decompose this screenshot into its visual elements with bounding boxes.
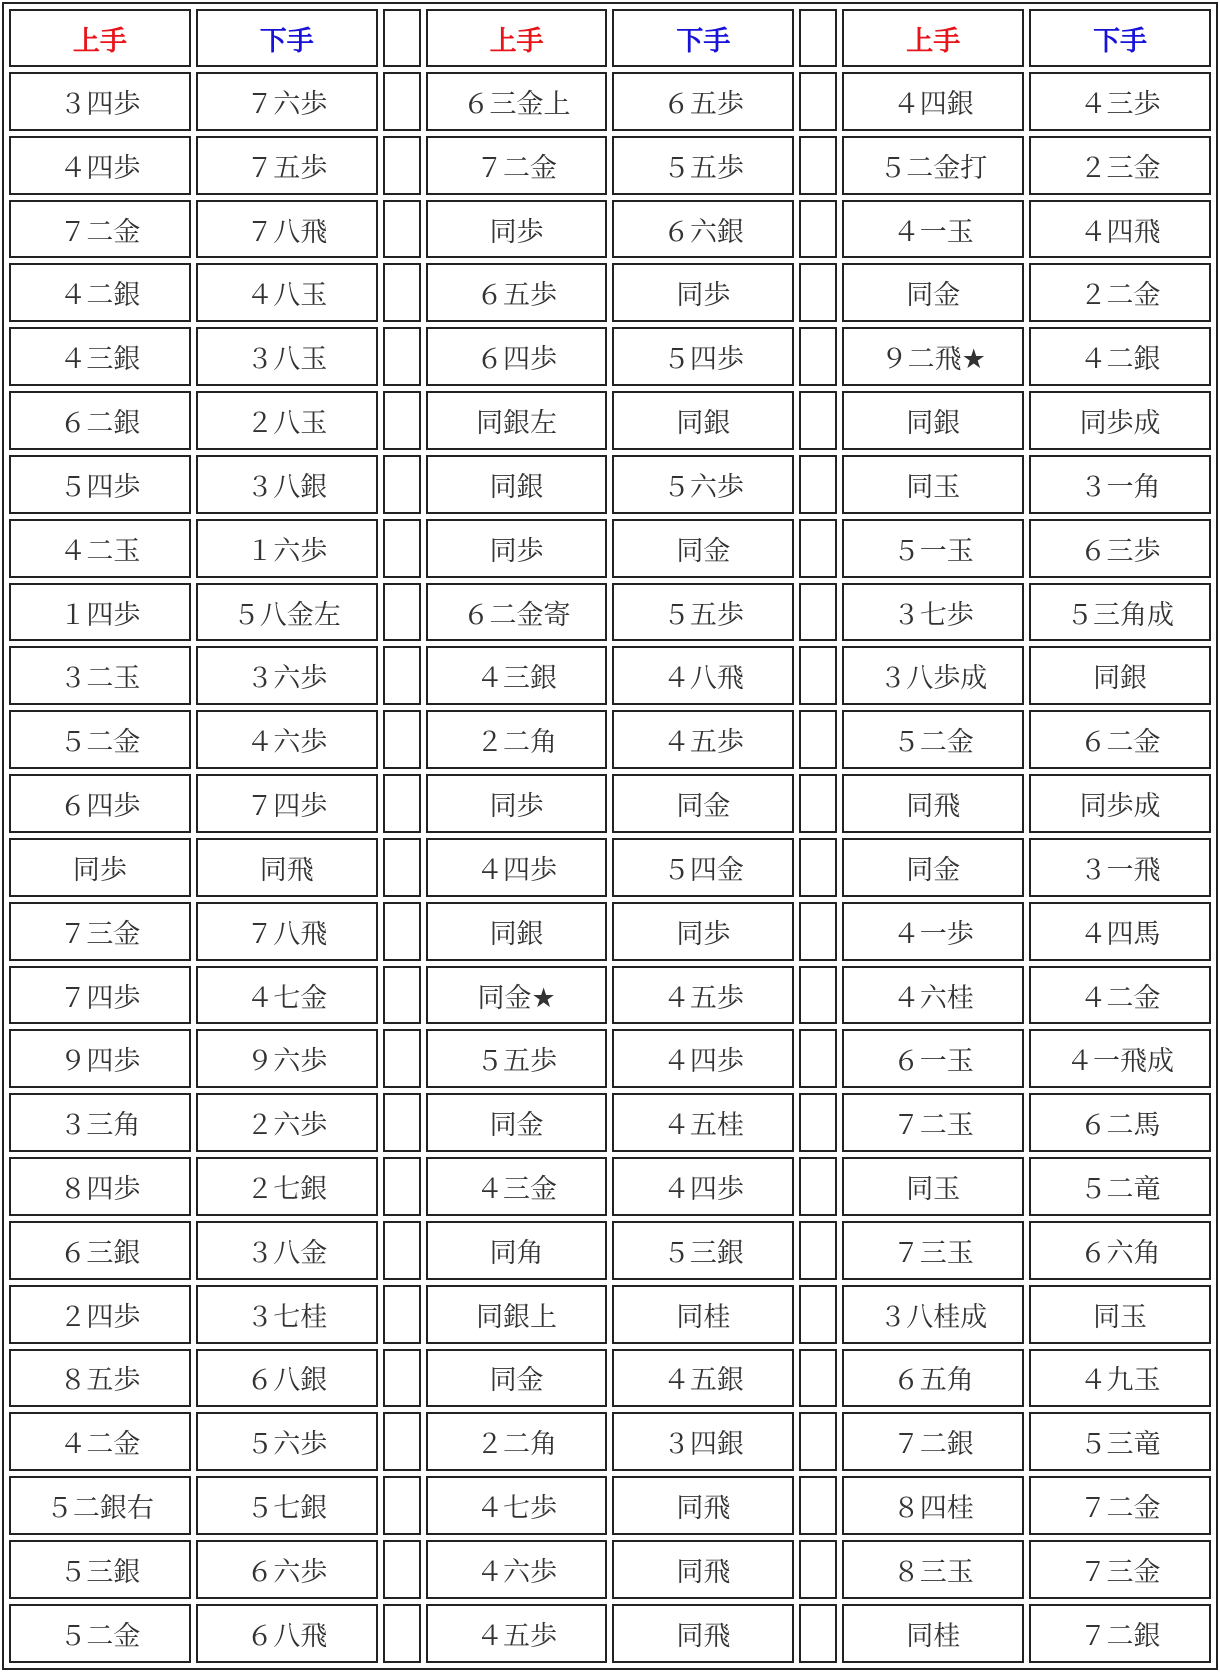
separator-cell <box>799 263 837 322</box>
uwate-move-cell: ３七歩 <box>842 583 1024 642</box>
uwate-move-cell: ３八桂成 <box>842 1285 1024 1344</box>
uwate-move-cell: ２四歩 <box>9 1285 191 1344</box>
uwate-move-cell: ５三銀 <box>9 1540 191 1599</box>
uwate-move-cell: ５四歩 <box>9 455 191 514</box>
shitate-move-cell: ５五歩 <box>612 583 794 642</box>
separator-cell <box>383 263 421 322</box>
table-row <box>9 966 1211 1025</box>
shitate-move-cell: 同飛 <box>612 1540 794 1599</box>
separator-cell <box>383 583 421 642</box>
table-row <box>9 583 1211 642</box>
uwate-move-cell: 同歩 <box>426 519 608 578</box>
separator-cell <box>799 1157 837 1216</box>
shitate-move-cell: ４五銀 <box>612 1349 794 1408</box>
uwate-move-cell: ４四銀 <box>842 72 1024 131</box>
uwate-move-cell: ６四歩 <box>9 774 191 833</box>
shitate-move-cell: ３七桂 <box>196 1285 378 1344</box>
uwate-move-cell: 同銀 <box>842 391 1024 450</box>
shitate-move-cell: ４八飛 <box>612 646 794 705</box>
uwate-move-cell: ４五歩 <box>426 1604 608 1663</box>
shitate-move-cell: ６八銀 <box>196 1349 378 1408</box>
uwate-move-cell: １四歩 <box>9 583 191 642</box>
uwate-move-cell: ９二飛★ <box>842 327 1024 386</box>
separator-cell <box>799 1349 837 1408</box>
shitate-move-cell: ４七金 <box>196 966 378 1025</box>
uwate-move-cell: 同銀 <box>426 455 608 514</box>
shitate-move-cell: ７五歩 <box>196 136 378 195</box>
table-row <box>9 646 1211 705</box>
uwate-move-cell: ６五角 <box>842 1349 1024 1408</box>
shitate-move-cell: 同桂 <box>612 1285 794 1344</box>
separator-cell <box>799 455 837 514</box>
shitate-move-cell: ７八飛 <box>196 200 378 259</box>
separator-cell <box>383 646 421 705</box>
uwate-move-cell: ４六歩 <box>426 1540 608 1599</box>
shitate-move-cell: 同歩 <box>612 263 794 322</box>
shitate-move-cell: ５四歩 <box>612 327 794 386</box>
shitate-move-cell: ２三金 <box>1029 136 1211 195</box>
table-row <box>9 1093 1211 1152</box>
shitate-move-cell: ６八飛 <box>196 1604 378 1663</box>
table-row <box>9 1221 1211 1280</box>
uwate-move-cell: ９四歩 <box>9 1029 191 1088</box>
uwate-move-cell: ４二銀 <box>9 263 191 322</box>
kifu-table <box>2 2 1218 1670</box>
uwate-move-cell: 同桂 <box>842 1604 1024 1663</box>
uwate-move-cell: ７二金 <box>9 200 191 259</box>
uwate-move-cell: ６二銀 <box>9 391 191 450</box>
shitate-move-cell: ７四歩 <box>196 774 378 833</box>
shitate-move-cell: ５六歩 <box>196 1412 378 1471</box>
shitate-move-cell: ３一飛 <box>1029 838 1211 897</box>
uwate-move-cell: ８五歩 <box>9 1349 191 1408</box>
uwate-move-cell: 同玉 <box>842 1157 1024 1216</box>
table-row <box>9 200 1211 259</box>
header-separator-2 <box>799 9 837 67</box>
table-row <box>9 902 1211 961</box>
uwate-move-cell: ４二金 <box>9 1412 191 1471</box>
shitate-move-cell: ５七銀 <box>196 1476 378 1535</box>
separator-cell <box>799 327 837 386</box>
separator-cell <box>383 200 421 259</box>
separator-cell <box>799 902 837 961</box>
uwate-move-cell: 同銀 <box>426 902 608 961</box>
shitate-move-cell: ６三歩 <box>1029 519 1211 578</box>
shitate-move-cell: 同金 <box>612 774 794 833</box>
shitate-move-cell: ６六歩 <box>196 1540 378 1599</box>
uwate-move-cell: ３四歩 <box>9 72 191 131</box>
uwate-move-cell: 同金★ <box>426 966 608 1025</box>
separator-cell <box>799 1029 837 1088</box>
table-row <box>9 1285 1211 1344</box>
shitate-move-cell: ２八玉 <box>196 391 378 450</box>
uwate-move-cell: ５二金 <box>842 710 1024 769</box>
shitate-move-cell: 同歩 <box>612 902 794 961</box>
separator-cell <box>383 72 421 131</box>
separator-cell <box>799 72 837 131</box>
shitate-move-cell: ６六角 <box>1029 1221 1211 1280</box>
header-shitate-3: 下手 <box>1029 9 1211 67</box>
separator-cell <box>383 774 421 833</box>
uwate-move-cell: ６五歩 <box>426 263 608 322</box>
shitate-move-cell: 同歩成 <box>1029 391 1211 450</box>
uwate-move-cell: ４三銀 <box>426 646 608 705</box>
table-row <box>9 1604 1211 1663</box>
uwate-move-cell: 同金 <box>426 1349 608 1408</box>
uwate-move-cell: ４一歩 <box>842 902 1024 961</box>
uwate-move-cell: 同金 <box>842 838 1024 897</box>
uwate-move-cell: ４二玉 <box>9 519 191 578</box>
uwate-move-cell: ７二玉 <box>842 1093 1024 1152</box>
separator-cell <box>383 327 421 386</box>
table-row <box>9 136 1211 195</box>
separator-cell <box>799 583 837 642</box>
uwate-move-cell: ２二角 <box>426 710 608 769</box>
uwate-move-cell: ４三銀 <box>9 327 191 386</box>
shitate-move-cell: 同銀 <box>1029 646 1211 705</box>
header-uwate-2: 上手 <box>426 9 608 67</box>
shitate-move-cell: ４三歩 <box>1029 72 1211 131</box>
shitate-move-cell: ４五歩 <box>612 966 794 1025</box>
shitate-move-cell: ９六歩 <box>196 1029 378 1088</box>
separator-cell <box>383 1349 421 1408</box>
separator-cell <box>383 966 421 1025</box>
uwate-move-cell: ６二金寄 <box>426 583 608 642</box>
shitate-move-cell: ５三竜 <box>1029 1412 1211 1471</box>
separator-cell <box>383 1029 421 1088</box>
shitate-move-cell: 同飛 <box>612 1476 794 1535</box>
separator-cell <box>799 391 837 450</box>
shitate-move-cell: 同飛 <box>196 838 378 897</box>
shitate-move-cell: ５四金 <box>612 838 794 897</box>
separator-cell <box>799 966 837 1025</box>
uwate-move-cell: 同銀上 <box>426 1285 608 1344</box>
shitate-move-cell: ７八飛 <box>196 902 378 961</box>
header-shitate-2: 下手 <box>612 9 794 67</box>
shitate-move-cell: 同玉 <box>1029 1285 1211 1344</box>
table-row <box>9 263 1211 322</box>
uwate-move-cell: 同歩 <box>426 200 608 259</box>
table-row <box>9 1029 1211 1088</box>
uwate-move-cell: ６三金上 <box>426 72 608 131</box>
header-uwate-1: 上手 <box>9 9 191 67</box>
separator-cell <box>799 519 837 578</box>
uwate-move-cell: ７四歩 <box>9 966 191 1025</box>
uwate-move-cell: ５一玉 <box>842 519 1024 578</box>
uwate-move-cell: ４七歩 <box>426 1476 608 1535</box>
table-row <box>9 1540 1211 1599</box>
shitate-move-cell: ２六歩 <box>196 1093 378 1152</box>
uwate-move-cell: ６一玉 <box>842 1029 1024 1088</box>
separator-cell <box>383 1604 421 1663</box>
table-row <box>9 710 1211 769</box>
separator-cell <box>799 200 837 259</box>
shitate-move-cell: ４六歩 <box>196 710 378 769</box>
separator-cell <box>383 519 421 578</box>
separator-cell <box>383 1412 421 1471</box>
separator-cell <box>383 136 421 195</box>
shitate-move-cell: ５八金左 <box>196 583 378 642</box>
shitate-move-cell: ４二銀 <box>1029 327 1211 386</box>
separator-cell <box>799 136 837 195</box>
uwate-move-cell: ３三角 <box>9 1093 191 1152</box>
separator-cell <box>799 1604 837 1663</box>
shitate-move-cell: 同銀 <box>612 391 794 450</box>
separator-cell <box>799 774 837 833</box>
uwate-move-cell: 同玉 <box>842 455 1024 514</box>
header-row <box>9 9 1211 67</box>
shitate-move-cell: ２七銀 <box>196 1157 378 1216</box>
separator-cell <box>383 1221 421 1280</box>
separator-cell <box>799 1412 837 1471</box>
uwate-move-cell: ７三金 <box>9 902 191 961</box>
shitate-move-cell: ７六歩 <box>196 72 378 131</box>
shitate-move-cell: ５三角成 <box>1029 583 1211 642</box>
uwate-move-cell: ６三銀 <box>9 1221 191 1280</box>
separator-cell <box>383 455 421 514</box>
separator-cell <box>799 1285 837 1344</box>
shitate-move-cell: ４一飛成 <box>1029 1029 1211 1088</box>
shitate-move-cell: ４五歩 <box>612 710 794 769</box>
separator-cell <box>799 1540 837 1599</box>
shitate-move-cell: ６五歩 <box>612 72 794 131</box>
separator-cell <box>383 902 421 961</box>
shitate-move-cell: ４四飛 <box>1029 200 1211 259</box>
shitate-move-cell: ４五桂 <box>612 1093 794 1152</box>
shitate-move-cell: ４九玉 <box>1029 1349 1211 1408</box>
uwate-move-cell: ３二玉 <box>9 646 191 705</box>
uwate-move-cell: ３八歩成 <box>842 646 1024 705</box>
table-row <box>9 391 1211 450</box>
separator-cell <box>383 1285 421 1344</box>
shitate-move-cell: ７二銀 <box>1029 1604 1211 1663</box>
separator-cell <box>799 1221 837 1280</box>
uwate-move-cell: ４一玉 <box>842 200 1024 259</box>
shitate-move-cell: ５六歩 <box>612 455 794 514</box>
shitate-move-cell: ４八玉 <box>196 263 378 322</box>
uwate-move-cell: ７二銀 <box>842 1412 1024 1471</box>
separator-cell <box>799 710 837 769</box>
table-row <box>9 774 1211 833</box>
uwate-move-cell: 同角 <box>426 1221 608 1280</box>
header-shitate-1: 下手 <box>196 9 378 67</box>
separator-cell <box>383 1540 421 1599</box>
uwate-move-cell: ７二金 <box>426 136 608 195</box>
uwate-move-cell: ５二金打 <box>842 136 1024 195</box>
header-separator-1 <box>383 9 421 67</box>
table-row <box>9 72 1211 131</box>
uwate-move-cell: 同金 <box>842 263 1024 322</box>
separator-cell <box>383 1157 421 1216</box>
uwate-move-cell: ４四歩 <box>9 136 191 195</box>
uwate-move-cell: ４四歩 <box>426 838 608 897</box>
shitate-move-cell: ７三金 <box>1029 1540 1211 1599</box>
uwate-move-cell: ６四歩 <box>426 327 608 386</box>
table-row <box>9 1412 1211 1471</box>
table-row <box>9 327 1211 386</box>
shitate-move-cell: ６二馬 <box>1029 1093 1211 1152</box>
shitate-move-cell: ３一角 <box>1029 455 1211 514</box>
uwate-move-cell: 同飛 <box>842 774 1024 833</box>
separator-cell <box>383 710 421 769</box>
uwate-move-cell: ５五歩 <box>426 1029 608 1088</box>
separator-cell <box>383 391 421 450</box>
shitate-move-cell: ３八玉 <box>196 327 378 386</box>
shitate-move-cell: 同金 <box>612 519 794 578</box>
uwate-move-cell: ８三玉 <box>842 1540 1024 1599</box>
separator-cell <box>799 1476 837 1535</box>
separator-cell <box>799 838 837 897</box>
uwate-move-cell: 同歩 <box>426 774 608 833</box>
shitate-move-cell: ４四歩 <box>612 1157 794 1216</box>
table-row <box>9 1476 1211 1535</box>
shitate-move-cell: ２二金 <box>1029 263 1211 322</box>
separator-cell <box>799 646 837 705</box>
table-row <box>9 838 1211 897</box>
uwate-move-cell: 同歩 <box>9 838 191 897</box>
shitate-move-cell: ３八銀 <box>196 455 378 514</box>
table-row <box>9 1349 1211 1408</box>
uwate-move-cell: ２二角 <box>426 1412 608 1471</box>
shitate-move-cell: ４四馬 <box>1029 902 1211 961</box>
uwate-move-cell: ４三金 <box>426 1157 608 1216</box>
shitate-move-cell: ３四銀 <box>612 1412 794 1471</box>
shitate-move-cell: 同飛 <box>612 1604 794 1663</box>
uwate-move-cell: ５二銀右 <box>9 1476 191 1535</box>
uwate-move-cell: 同銀左 <box>426 391 608 450</box>
shitate-move-cell: ５三銀 <box>612 1221 794 1280</box>
shitate-move-cell: ５五歩 <box>612 136 794 195</box>
table-row <box>9 519 1211 578</box>
shitate-move-cell: 同歩成 <box>1029 774 1211 833</box>
kifu-body <box>9 72 1211 1663</box>
table-row <box>9 455 1211 514</box>
separator-cell <box>383 1093 421 1152</box>
shitate-move-cell: ３八金 <box>196 1221 378 1280</box>
shitate-move-cell: ４四歩 <box>612 1029 794 1088</box>
table-row <box>9 1157 1211 1216</box>
uwate-move-cell: ７三玉 <box>842 1221 1024 1280</box>
shitate-move-cell: １六歩 <box>196 519 378 578</box>
uwate-move-cell: ８四歩 <box>9 1157 191 1216</box>
uwate-move-cell: 同金 <box>426 1093 608 1152</box>
shitate-move-cell: ６六銀 <box>612 200 794 259</box>
shitate-move-cell: ５二竜 <box>1029 1157 1211 1216</box>
separator-cell <box>383 838 421 897</box>
uwate-move-cell: ５二金 <box>9 1604 191 1663</box>
shitate-move-cell: ４二金 <box>1029 966 1211 1025</box>
shitate-move-cell: ７二金 <box>1029 1476 1211 1535</box>
separator-cell <box>383 1476 421 1535</box>
uwate-move-cell: ８四桂 <box>842 1476 1024 1535</box>
header-uwate-3: 上手 <box>842 9 1024 67</box>
separator-cell <box>799 1093 837 1152</box>
uwate-move-cell: ５二金 <box>9 710 191 769</box>
shitate-move-cell: ３六歩 <box>196 646 378 705</box>
uwate-move-cell: ４六桂 <box>842 966 1024 1025</box>
shitate-move-cell: ６二金 <box>1029 710 1211 769</box>
